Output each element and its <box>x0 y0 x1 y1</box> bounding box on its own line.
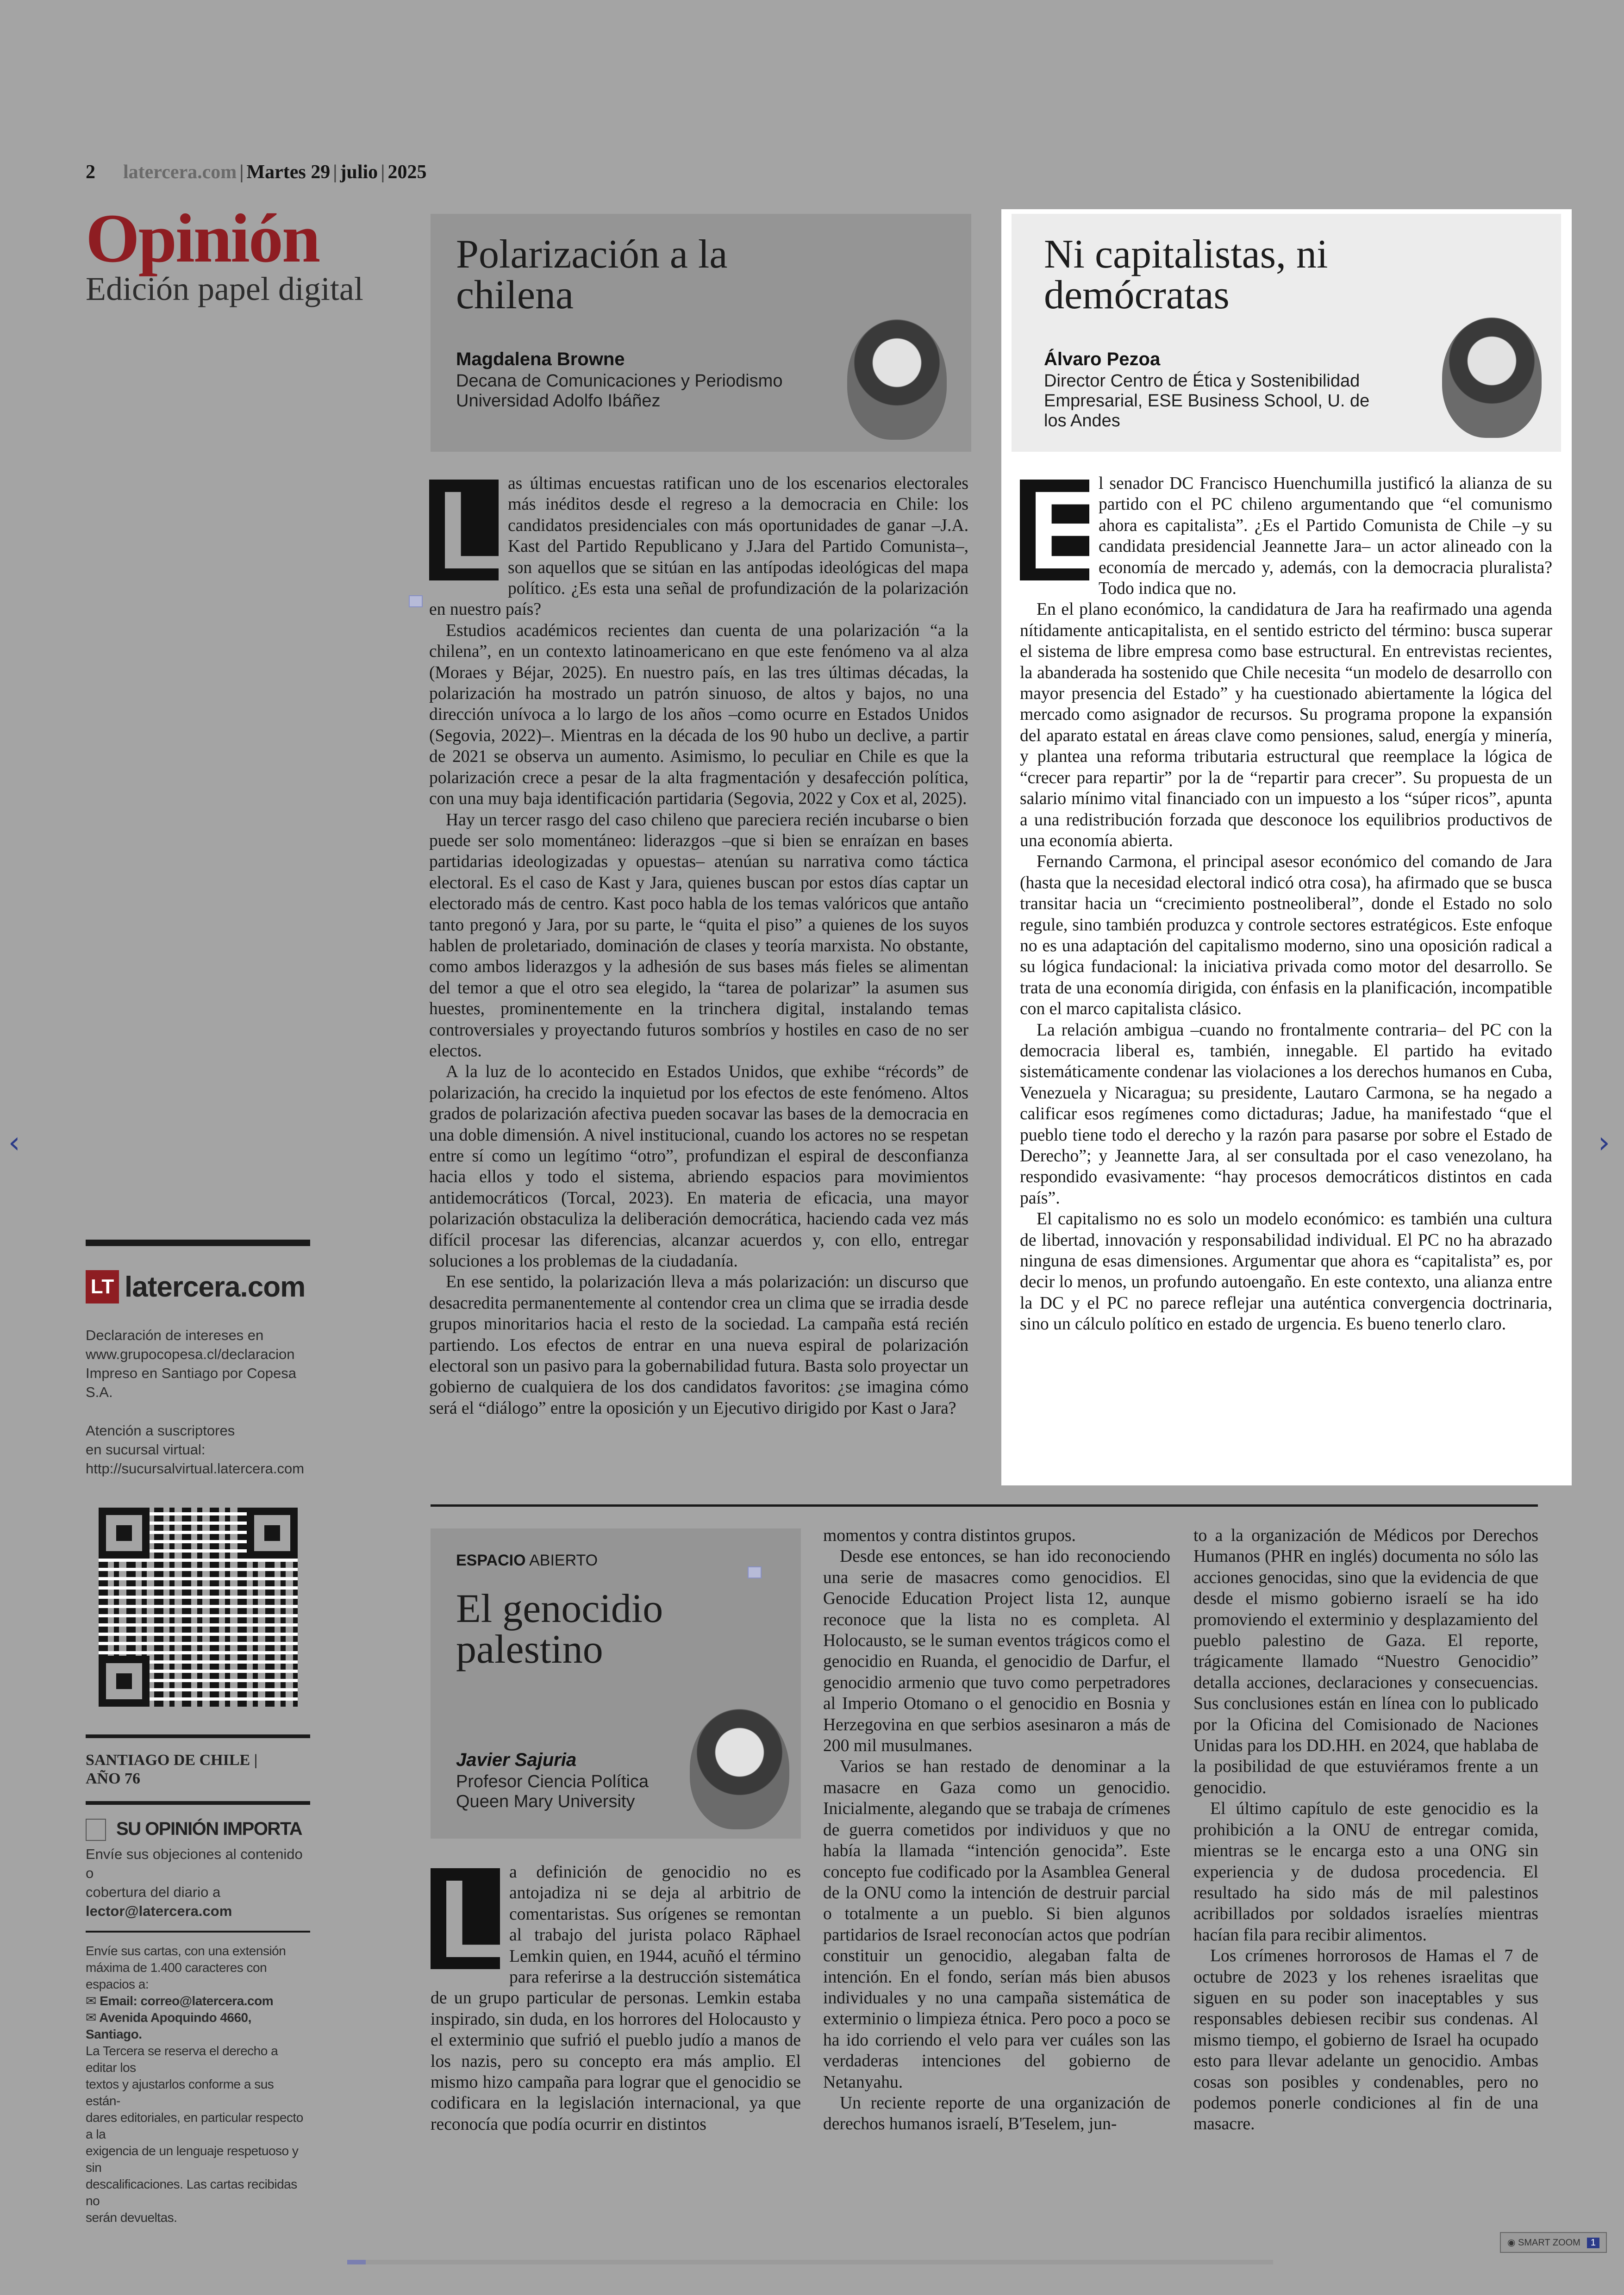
paragraph: El capitalismo no es solo un modelo económico: es también una cultura de libertad, innovación y responsabilidad individual. El PC no ha abrazado ninguna de esas dimensiones. Argumentar que ahora es “capitalista” es, por decir lo menos, un profundo autoengaño. En este contexto, una alianza entre la DC y el PC no parece reflejar una auténtica convergencia doctrinaria, sino un cálculo político en estado de urgencia. Es bueno tenerlo claro. <box>1020 1210 1552 1334</box>
paragraph: Desde ese entonces, se han ido reconociendo una serie de masacres como genocidios. El Genocide Education Project lista 12, aunque reconoce que la lista no es completa. Al Holocausto, se le suman eventos trágicos como el genocidio en Ruanda, el genocidio de Darfur, el genocidio armenio que tuvo como perpetradores al Imperio Otomano o el genocidio en Bosnia y Herzegovina en que serbios asesinaron a más de 200 mil musulmanes. <box>823 1547 1170 1756</box>
article-polarizacion-body <box>429 468 968 1419</box>
article-genocidio-title: El genocidio palestino <box>456 1586 663 1672</box>
mailbox-icon: ✉ <box>86 2010 100 2025</box>
paragraph: En ese sentido, la polarización lleva a más polarización: un discurso que desacredita permanentemente al contendor crea un clima que se irradia desde grupos minoritarios hacia el resto de la sociedad. La campaña está recién partiendo. Los efectos de entrar en una nueva espiral de polarización electoral son un pasivo para la gobernabilidad futura. Basta solo proyectar un gobierno de cualquiera de los dos candidatos favoritos: ¿se imagina cómo será el “diálogo” entre la oposición y un Ejecutivo dirigido por Kast o Jara? <box>429 1272 968 1418</box>
paragraph: En el plano económico, la candidatura de Jara ha reafirmado una agenda nítidamente anticapitalista, en el sentido estricto del término: busca superar el sistema de libre empresa como base estructural. En entrevistas recientes, la abanderada ha sostenido que Chile necesita “un modelo de desarrollo con mayor presencia del Estado” y ha cuestionado abiertamente la lógica del mercado como asignador de recursos. Su programa propone la expansión del aparato estatal en áreas clave como pensiones, salud, energía y minería, y plantea una reforma tributaria estructural que reemplace la lógica de “crecer para repartir” por la de “repartir para crecer”. Su propuesta de un salario mínimo vital financiado con un impuesto a los “súper ricos”, apunta a una redistribución forzada que desconoce los equilibrios productivos de una economía abierta. <box>1020 600 1552 850</box>
article-polarizacion-author: Magdalena Browne <box>456 349 625 369</box>
date-year: 2025 <box>387 162 427 183</box>
opinion-text: Envíe sus objeciones al contenido o cobertura del diario a lector@latercera.com <box>86 1845 310 1921</box>
opinion-email-link[interactable]: lector@latercera.com <box>86 1903 232 1920</box>
article-genocidio-col3 <box>1193 1525 1538 2135</box>
article-capitalistas-header <box>1012 214 1561 452</box>
sidebar-rule <box>86 1734 310 1738</box>
sidebar <box>86 1240 310 2226</box>
paragraph: La relación ambigua –cuando no frontalmente contraria– del PC con la democracia liberal es, también, innegable. El partido ha evitado sistemáticamente condenar las violaciones a los derechos humanos en Cuba, Venezuela y Nicaragua; su presidente, Lautaro Carmona, se ha negado a calificar esos regímenes como dictaduras; Jadue, ha manifestado “que el pueblo tiene todo el derecho y la razón para pasarse por sobre el Estado de Derecho”; y Jeannette Jara, al ser consultada por el caso venezolano, ha respondido evasivamente: “hay procesos democráticos distintos en cada país”. <box>1020 1020 1552 1208</box>
paragraph: l senador DC Francisco Huenchumilla justificó la alianza de su partido con el PC chileno argumentando que “el comunismo ahora es capitalista”. ¿Es el Partido Comunista de Chile –y su candidata presidencial Jeannette Jara– un actor alineado con la economía de mercado y, además, con la democracia pluralista? Todo indica que no. <box>1099 474 1552 599</box>
prev-page-arrow-icon[interactable]: ‹ <box>8 1126 20 1160</box>
subscriber-info: Atención a suscriptores en sucursal virtual: http://sucursalvirtual.latercera.com <box>86 1422 305 1477</box>
site-name: latercera.com <box>123 162 237 183</box>
document-icon <box>86 1819 106 1841</box>
horizontal-scrollbar[interactable] <box>347 2260 1273 2264</box>
smart-zoom-button[interactable] <box>1500 2232 1607 2253</box>
article-genocidio-role: Profesor Ciencia Política Queen Mary University <box>456 1772 649 1811</box>
paragraph: A la luz de lo acontecido en Estados Unidos, que exhibe “récords” de polarización, ha crecido la inquietud por los efectos de este fenómeno. Altos grados de polarización afectiva pueden socavar las bases de la democracia en una doble dimensión. A nivel institucional, cuando los actores no se respetan entre sí como un legítimo “otro”, profundizan el espiral de desconfianza hacia ellos y todo el sistema, abriendo espacios para movimientos antidemocráticos (Torcal, 2023). En materia de eficacia, una mayor polarización obstaculiza la deliberación democrática, haciendo cada vez más difícil procesar las diferencias, alcanzar acuerdos y, con ello, entregar soluciones a los problemas de la ciudadanía. <box>429 1062 968 1271</box>
author-photo-pezoa <box>1442 318 1542 438</box>
annotation-note-icon[interactable] <box>748 1566 762 1578</box>
scrollbar-thumb[interactable] <box>347 2260 366 2264</box>
brand-name: latercera.com <box>125 1271 306 1303</box>
smart-zoom-count: 1 <box>1587 2238 1599 2248</box>
paragraph: as últimas encuestas ratifican uno de los escenarios electorales más inéditos desde el regreso a la democracia en Chile: los candidatos presidenciales con más oportunidades de ganar –J.A. Kast del Partido Republicano y J.Jara del Partido Comunista–, son aquellos que se sitúan en las antípodas ideológicas del mapa político. ¿Es esta una señal de profundización de la polarización en nuestro país? <box>429 474 968 619</box>
article-capitalistas-body <box>1020 468 1552 1335</box>
article-capitalistas-author: Álvaro Pezoa <box>1044 349 1161 369</box>
paragraph: to a la organización de Médicos por Derechos Humanos (PHR en inglés) documenta no sólo las acciones genocidas, sino que la evidencia de que desde el mismo gobierno israelí se ha ido promoviendo el exterminio y desplazamiento del pueblo palestino de Gaza. El reporte, trágicamente llamado “Nuestro Genocidio” detalla acciones, declaraciones y consecuencias. Sus conclusiones están en línea con lo publicado por la Oficina del Comisionado de Naciones Unidas para los DD.HH. en 2024, que hablaba de la posibilidad de que estuviéramos frente a un genocidio. <box>1193 1526 1538 1797</box>
paragraph: El último capítulo de este genocidio es la prohibición a la ONU de entregar comida, mientras se le encarga esto a una ONG sin experiencia y de dudosa procedencia. El resultado ha sido más de mil palestinos acribillados por soldados israelíes mientras hacían fila para recibir alimentos. <box>1193 1799 1538 1945</box>
next-page-arrow-icon[interactable]: › <box>1598 1126 1610 1160</box>
sidebar-rule <box>86 1931 310 1933</box>
paragraph: Fernando Carmona, el principal asesor económico del comando de Jara (hasta que la necesidad electoral indicó otra cosa), ha afirmado que se busca transitar hacia un “crecimiento postneoliberal”, donde el Estado no solo regule, sino también produzca y controle sectores estratégicos. Este enfoque no es una adaptación del capitalismo moderno, sino una oposición radical a su lógica fundacional: la iniciativa privada como motor del desarrollo. Se trata de una economía dirigida, con énfasis en la planificación, incompatible con el marco capitalista clásico. <box>1020 852 1552 1019</box>
letters-address: Avenida Apoquindo 4660, Santiago. <box>86 2010 251 2042</box>
city-year: SANTIAGO DE CHILE | AÑO 76 <box>86 1752 258 1787</box>
article-genocidio-col1 <box>431 1857 801 2135</box>
article-genocidio-col2 <box>823 1525 1170 2135</box>
letters-info: Envíe sus cartas, con una extensión máxima de 1.400 caracteres con espacios a: ✉ Email: correo@latercera.com ✉ Avenida Apoquindo 4660, Santiago. La Tercera se reserva el derecho a editar los textos y ajustarlos conforme a sus están- dares editoriales, en particular respecto a la exigencia de un lenguaje respetuoso y sin descalificaciones. Las cartas recibidas no serán devueltas. <box>86 1944 303 2225</box>
article-genocidio-header <box>431 1528 801 1839</box>
smart-zoom-label: SMART ZOOM <box>1518 2238 1580 2248</box>
dropcap: L <box>431 1868 500 1969</box>
paragraph: Hay un tercer rasgo del caso chileno que pareciera recién incubarse o bien puede ser solo momentáneo: liderazgos –que si bien se enraízan en bases partidarias ideologizadas y opuestas– atenúan su narrativa como táctica electoral. Es el caso de Kast y Jara, quienes buscan por estos días captar un electorado más de centro. Kast poco habla de los temas valóricos que antaño tanto pregonó y Jara, por su parte, le “quita el piso” a quienes de los suyos hablen de proletariado, dominación de clases y teoría marxista. No obstante, como ambos liderazgos y la adhesión de sus bases más fieles se alimentan del temor a que el otro sea elegido, la “tarea de polarizar” la asumen sus huestes, prominentemente en la trinchera digital, instalando temas controversiales y proyectando futuros sombríos y hostiles en caso de no ser electos. <box>429 810 968 1060</box>
article-capitalistas-panel[interactable] <box>1001 209 1572 1485</box>
opinion-box <box>86 1819 310 1921</box>
letters-email-link[interactable]: Email: correo@latercera.com <box>100 1994 274 2008</box>
dropcap: L <box>429 480 499 580</box>
qr-code <box>99 1508 298 1707</box>
paragraph: Estudios académicos recientes dan cuenta de una polarización “a la chilena”, en un contexto latinoamericano en que este fenómeno va al alza (Moraes y Béjar, 2025). En nuestro país, en las tres últimas décadas, la polarización ha mostrado un patrón sinuoso, de altos y bajos, no una dirección unívoca a lo largo de los años –como ocurre en Estados Unidos (Segovia, 2022)–. Mientras en la década de los 90 hubo un declive, a partir de 2021 se observa un aumento. Asimismo, lo peculiar en Chile es que la polarización crece a pesar de la alta fragmentación y desafección política, con una muy baja identificación partidaria (Segovia, 2022 y Cox et al, 2025). <box>429 621 968 809</box>
brand-mark: LT <box>86 1270 119 1303</box>
article-genocidio-kicker: ESPACIO ABIERTO <box>456 1552 598 1569</box>
eye-icon: ◉ <box>1507 2238 1518 2248</box>
section-title: Opinión <box>86 200 319 277</box>
date-weekday: Martes 29 <box>246 162 331 183</box>
brand-logo <box>86 1270 310 1303</box>
paragraph: momentos y contra distintos grupos. <box>823 1526 1076 1545</box>
page-folio: 2 latercera.com | Martes 29 | julio | 2025 <box>86 162 427 183</box>
article-genocidio-author: Javier Sajuria <box>456 1750 577 1770</box>
author-photo-browne <box>847 319 947 440</box>
mail-icon: ✉ <box>86 1994 100 2008</box>
paragraph: a definición de genocidio no es antojadiza ni se deja al arbitrio de comentaristas. Sus orígenes se remontan al trabajo del jurista polaco Rāphael Lemkin quien, en 1944, acuñó el término para referirse a la destrucción sistemática de un grupo particular de personas. Lemkin estaba inspirado, sin duda, en los horrores del Holocausto y el exterminio que sufrió el pueblo judío a manos de los nazis, pero su concepto era más amplio. El mismo hizo campaña para lograr que el genocidio se codificara en la legislación internacional, ya que reconocía que podía ocurrir en distintos <box>431 1863 801 2134</box>
article-capitalistas-title: Ni capitalistas, ni demócratas <box>1044 232 1328 318</box>
sidebar-rule <box>86 1240 310 1246</box>
article-polarizacion-title: Polarización a la chilena <box>456 232 728 318</box>
date-month: julio <box>340 162 378 183</box>
article-polarizacion-role: Decana de Comunicaciones y Periodismo Universidad Adolfo Ibáñez <box>456 371 783 411</box>
paragraph: Un reciente reporte de una organización de derechos humanos israelí, B'Teselem, jun- <box>823 2093 1170 2134</box>
opinion-title: SU OPINIÓN IMPORTA <box>116 1819 302 1839</box>
annotation-note-icon[interactable] <box>409 595 423 607</box>
article-capitalistas-role: Director Centro de Ética y Sostenibilidad Empresarial, ESE Business School, U. de los Andes <box>1044 371 1370 430</box>
section-subtitle: Edición papel digital <box>86 270 363 307</box>
section-divider <box>431 1504 1538 1507</box>
page-number: 2 <box>86 162 95 183</box>
dropcap: E <box>1020 480 1089 580</box>
author-photo-sajuria <box>690 1709 789 1829</box>
sidebar-rule <box>86 1801 310 1805</box>
paragraph: Los crímenes horrorosos de Hamas el 7 de octubre de 2023 y los rehenes israelitas que siguen en su poder son inaceptables y sus responsables debiesen recibir sus condenas. Al mismo tiempo, el gobierno de Israel ha ocupado esto para llevar adelante un genocidio. Ambas cosas son posibles y condenables, pero no podemos ponerle condiciones al fin de una masacre. <box>1193 1946 1538 2134</box>
paragraph: Varios se han restado de denominar a la masacre en Gaza como un genocidio. Inicialmente, alegando que se trabaja de crímenes de guerra cometidos por individuos y que no había la llamada “intención genocida”. Este concepto fue codificado por la Asamblea General de la ONU como la intención de destruir parcial o totalmente a un pueblo. Si bien algunos partidarios de Israel reconocían actos que podrían constituir un genocidio, alegaban falta de intención. En el fondo, serían más bien abusos individuales y no una campaña sistemática de exterminio o limpieza étnica. Pero poco a poco se ha ido corriendo el velo para ver cuáles son las verdaderas intenciones del gobierno de Netanyahu. <box>823 1757 1170 2092</box>
article-polarizacion-header <box>431 214 971 452</box>
declaration: Declaración de intereses en www.grupocopesa.cl/declaracion Impreso en Santiago por Copesa S.A. <box>86 1327 296 1400</box>
